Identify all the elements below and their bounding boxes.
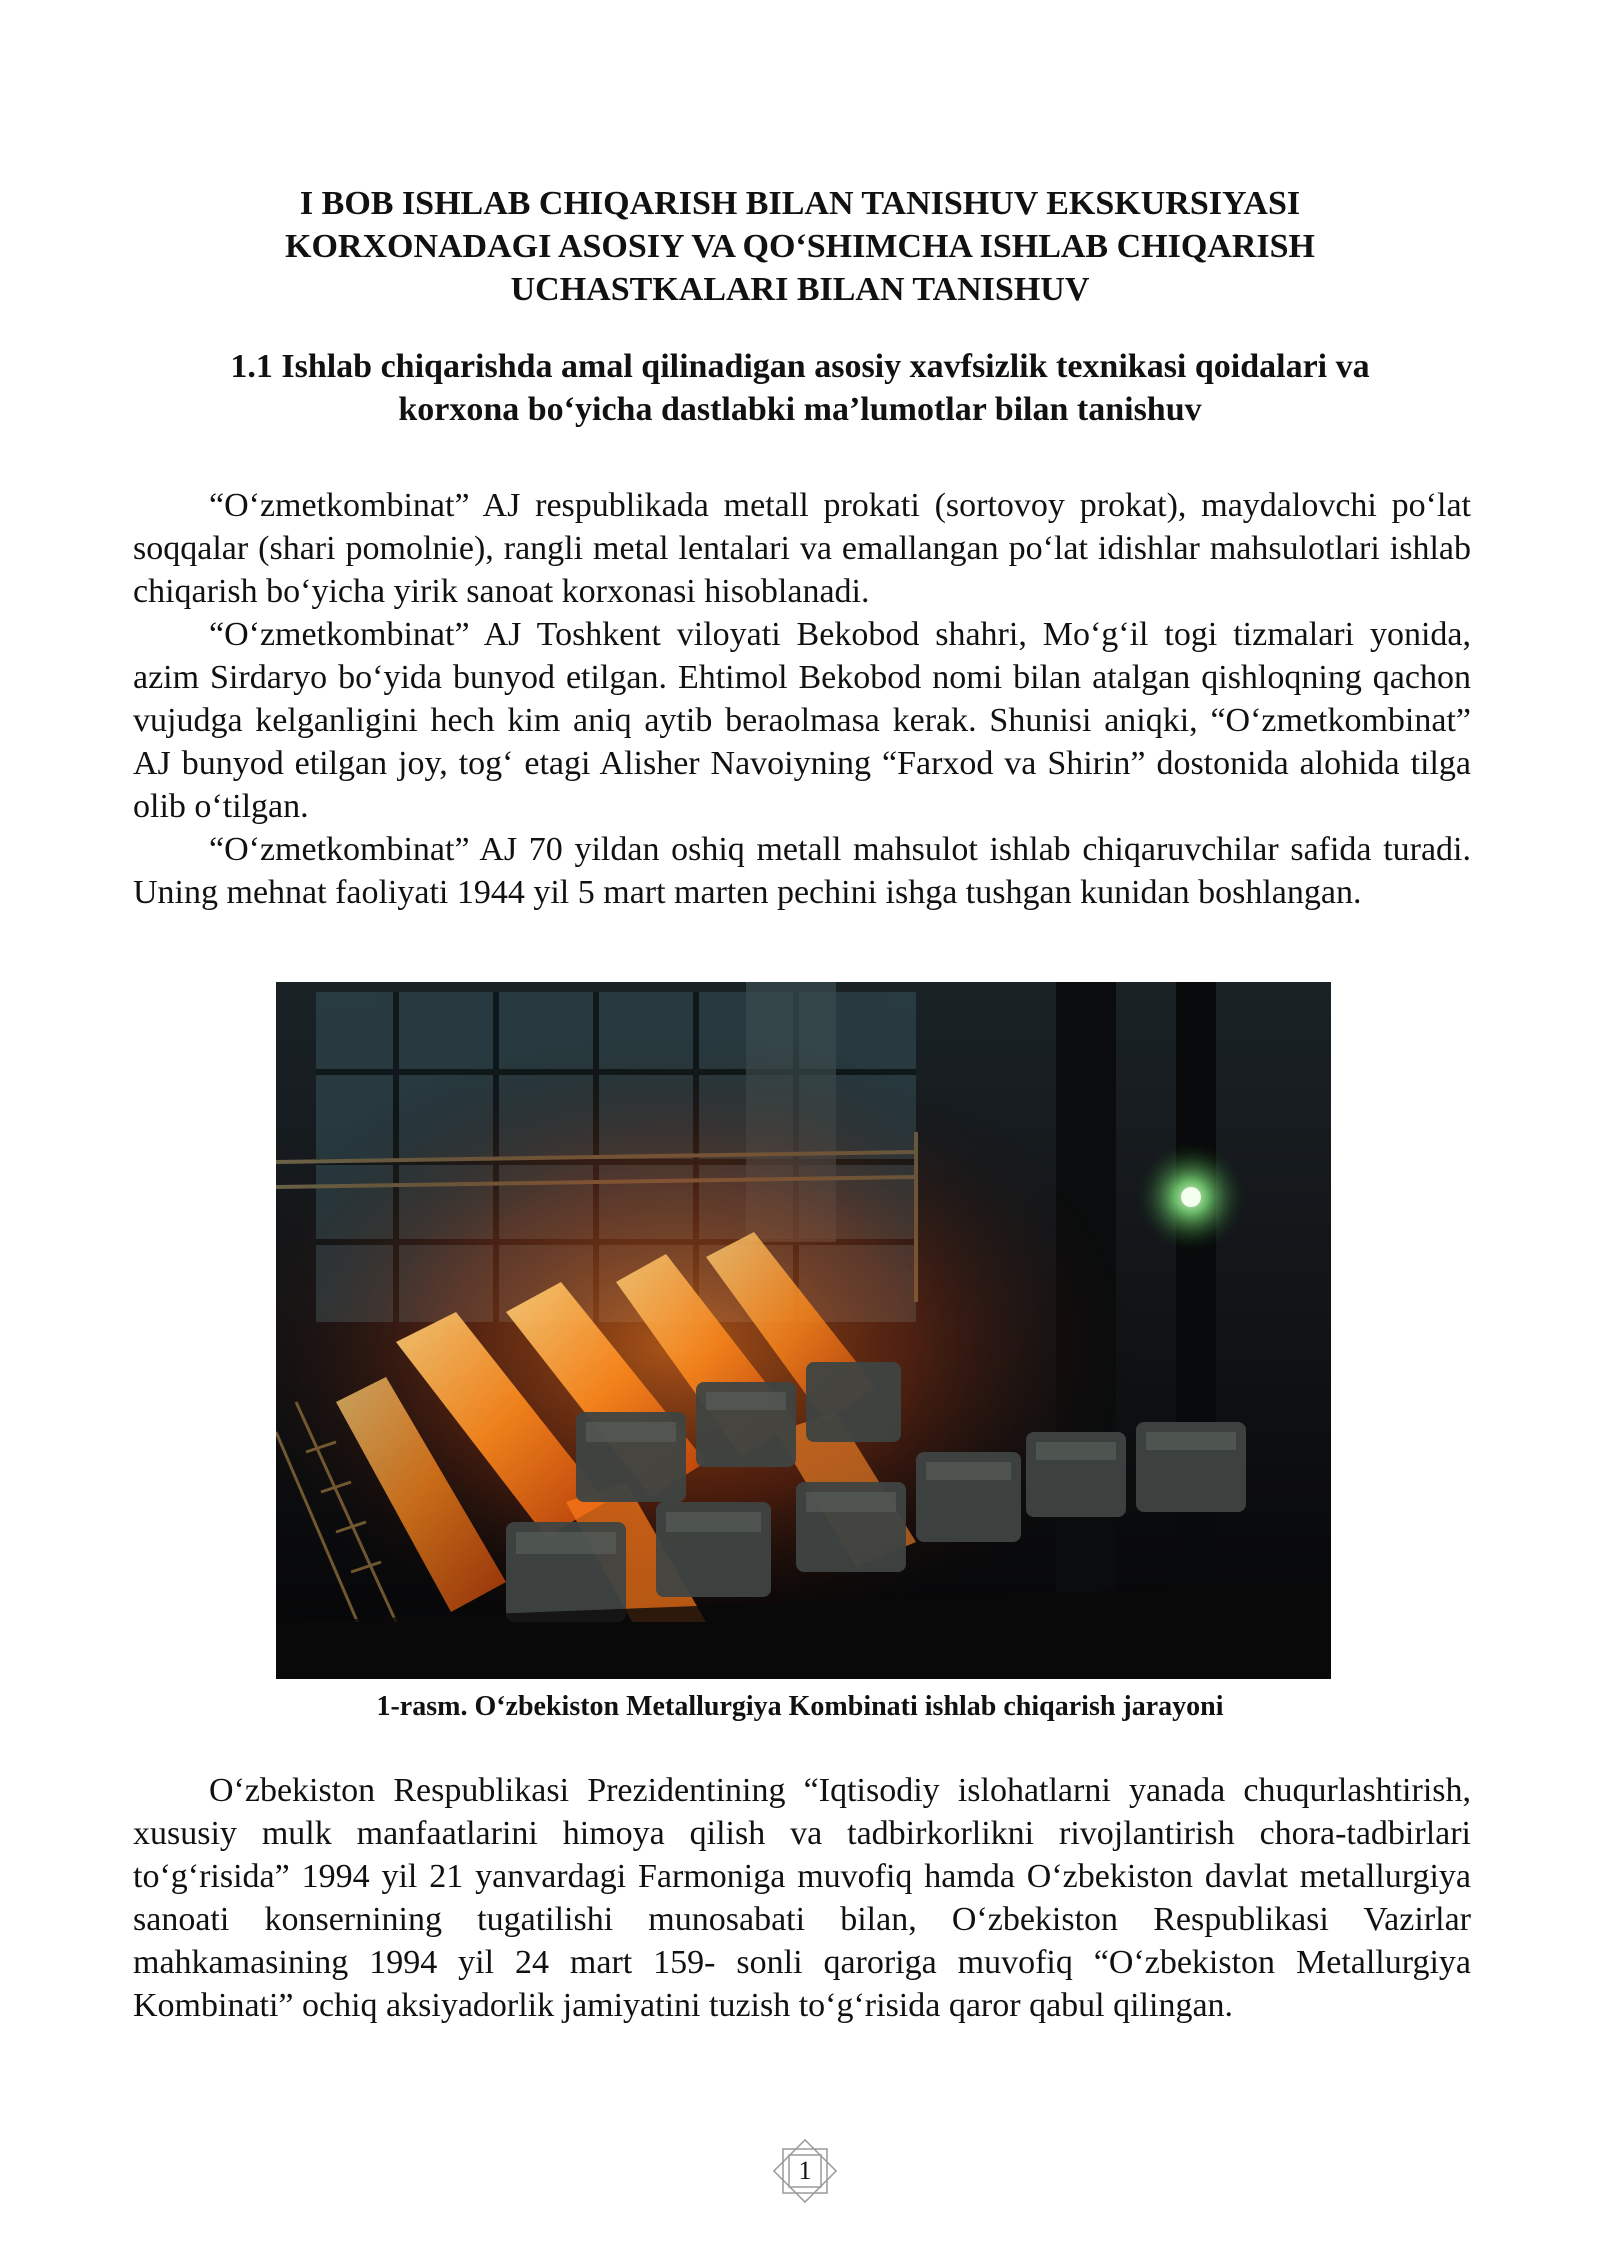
chapter-title-line: UCHASTKALARI BILAN TANISHUV [510, 271, 1090, 308]
body-text-bottom [133, 1769, 1471, 2027]
figure-caption: 1-rasm. O‘zbekiston Metallurgiya Kombinati ishlab chiqarish jarayoni [376, 1691, 1224, 1722]
page-number: 1 [798, 2156, 812, 2185]
paragraph: “O‘zmetkombinat” AJ 70 yildan oshiq metall mahsulot ishlab chiqaruvchilar safida turadi. Uning mehnat faoliyati 1944 yil 5 mart marten pechini ishga tushgan kunidan boshlangan. [133, 831, 1471, 911]
chapter-title-line: KORXONADAGI ASOSIY VA QO‘SHIMCHA ISHLAB CHIQARISH [285, 228, 1315, 265]
section-title [135, 345, 1465, 431]
chapter-title-line: I BOB ISHLAB CHIQARISH BILAN TANISHUV EKSKURSIYASI [299, 185, 1301, 222]
section-title-line: korxona bo‘yicha dastlabki ma’lumotlar bilan tanishuv [398, 391, 1202, 428]
body-text-top [133, 484, 1471, 914]
rolling-mill-photo [276, 982, 1331, 1679]
paragraph: O‘zbekiston Respublikasi Prezidentining “Iqtisodiy islohatlarni yanada chuqurlashtirish, xususiy mulk manfaatlarini himoya qilish va tadbirkorlikni rivojlantirish chora-tadbirlari to‘g‘risida” 1994 yil 21 yanvardagi Farmoniga muvofiq hamda O‘zbekiston davlat metallurgiya sanoati konsernining tugatilishi munosabati bilan, O‘zbekiston Respublikasi Vazirlar mahkamasining 1994 yil 24 mart 159- sonli qaroriga muvofiq “O‘zbekiston Metallurgiya Kombinati” ochiq aksiyadorlik jamiyatini tuzish to‘g‘risida qaror qabul qilingan. [133, 1772, 1471, 2024]
section-title-line: 1.1 Ishlab chiqarishda amal qilinadigan asosiy xavfsizlik texnikasi qoidalari va [230, 348, 1370, 385]
paragraph: “O‘zmetkombinat” AJ Toshkent viloyati Bekobod shahri, Mo‘g‘il togi tizmalari yonida, azim Sirdaryo bo‘yida bunyod etilgan. Ehtimol Bekobod nomi bilan atalgan qishloqning qachon vujudga kelganligini hech kim aniq aytib beraolmasa kerak. Shunisi aniqki, “O‘zmetkombinat” AJ bunyod etilgan joy, tog‘ etagi Alisher Navoiyning “Farxod va Shirin” dostonida alohida tilga olib o‘tilgan. [133, 616, 1471, 825]
paragraph: “O‘zmetkombinat” AJ respublikada metall prokati (sortovoy prokat), maydalovchi po‘lat soqqalar (shari pomolnie), rangli metal lentalari va emallangan po‘lat idishlar mahsulotlari ishlab chiqarish bo‘yicha yirik sanoat korxonasi hisoblanadi. [133, 487, 1471, 610]
page-number-ornament [770, 2136, 840, 2206]
chapter-title [135, 182, 1465, 311]
